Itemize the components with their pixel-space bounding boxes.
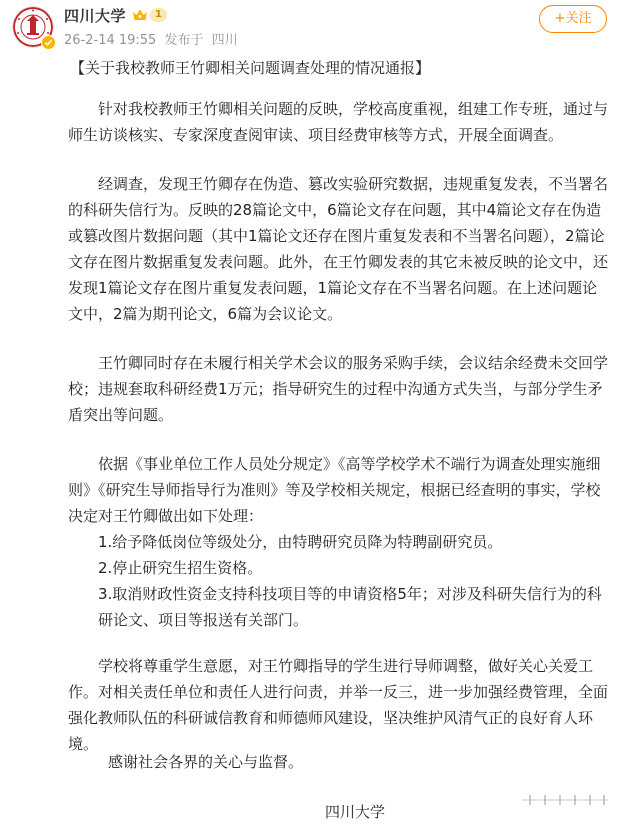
closing-text: 感谢社会各界的关心与监督。 <box>108 753 304 771</box>
list-item: 2.停止研究生招生资格。 <box>98 559 263 577</box>
post-header <box>12 4 615 50</box>
crown-icon <box>132 8 148 22</box>
follow-button[interactable]: +关注 <box>539 5 607 33</box>
list-item: 1.给予降低岗位等级处分，由特聘研究员降为特聘副研究员。 <box>98 533 503 551</box>
post-location: 四川 <box>211 33 238 48</box>
paragraph-findings: 经调查，发现王竹卿存在伪造、篡改实验研究数据，违规重复发表，不当署名的科研失信行为。反映的28篇论文中，6篇论文存在问题，其中4篇论文存在伪造或篡改图片数据问题（其中1篇论文还存在图片重复发表和不当署名问题），2篇论文存在图片数据重复发表问题。此外，在王竹卿发表的其它未被反映的论文中，还发现1篇论文存在图片重复发表问题，1篇论文存在不当署名问题。在上述问题论文中，2篇为期刊论文，6篇为会议论文。 <box>68 175 609 323</box>
measures-list <box>68 529 608 633</box>
source-prefix: 发布于 <box>164 33 204 48</box>
paragraph-basis: 依据《事业单位工作人员处分规定》《高等学校学术不端行为调查处理实施细则》《研究生导师指导行为准则》等及学校相关规定，根据已经查明的事实，学校决定对王竹卿做出如下处理： <box>68 455 601 525</box>
author-name-row <box>64 4 167 26</box>
author-name[interactable]: 四川大学 <box>64 6 127 25</box>
paragraph-other-issues: 王竹卿同时存在未履行相关学术会议的服务采购手续，会议结余经费未交回学校；违规套取科研经费1万元；指导研究生的过程中沟通方式失当，与部分学生矛盾突出等问题。 <box>68 354 609 424</box>
paragraph-intro: 针对我校教师王竹卿相关问题的反映，学校高度重视，组建工作专班，通过与师生访谈核实、专家深度查阅审读、项目经费审核等方式，开展全面调查。 <box>68 100 609 144</box>
document-title: 【关于我校教师王竹卿相关问题调查处理的情况通报】 <box>70 59 431 77</box>
paragraph-followup: 学校将尊重学生意愿，对王竹卿指导的学生进行导师调整，做好关心关爱工作。对相关责任单位和责任人进行问责，并举一反三，进一步加强经费管理，全面强化教师队伍的科研诚信教育和师德师风建设，坚决维护风清气正的良好育人环境。 <box>68 657 609 753</box>
post-meta <box>64 29 242 48</box>
document-body <box>68 96 608 780</box>
image-scroll-indicator-icon <box>520 794 610 806</box>
list-item: 3.取消财政性资金支持科技项目等的申请资格5年；对涉及科研失信行为的科研论文、项目等报送有关部门。 <box>98 585 602 629</box>
signature: 四川大学 <box>325 803 386 821</box>
level-badge: 1 <box>150 8 167 22</box>
verified-badge-icon <box>41 35 56 50</box>
post-time: 26-2-14 19:55 <box>64 33 157 48</box>
